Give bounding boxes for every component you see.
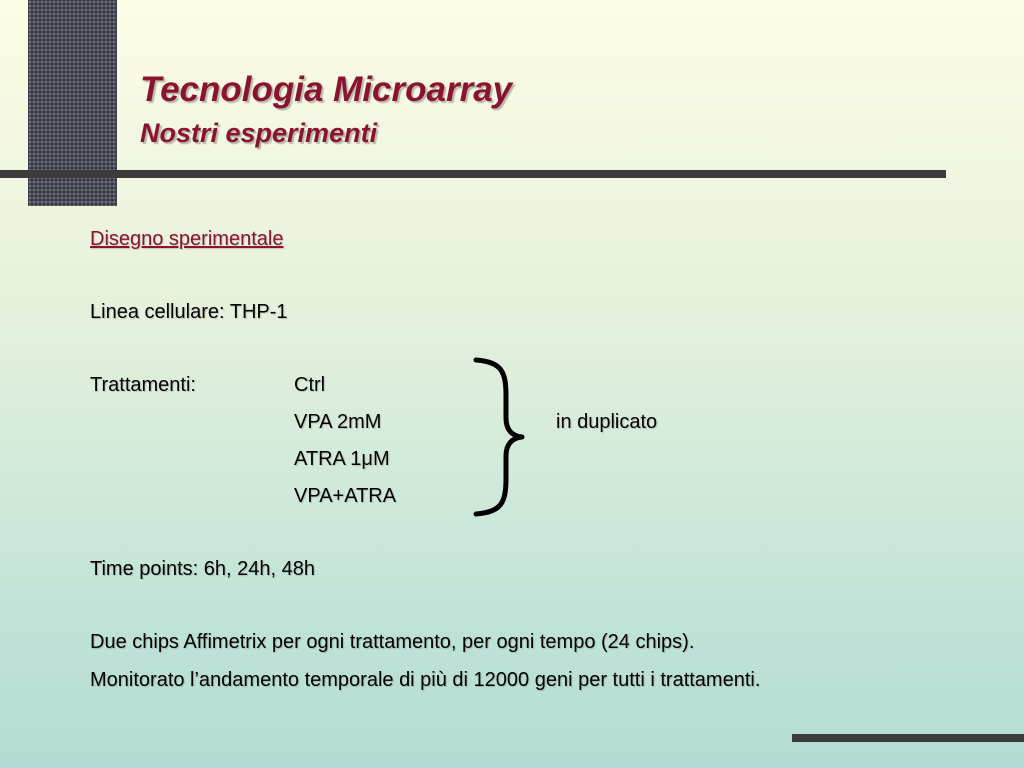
time-points-text: Time points: 6h, 24h, 48h — [90, 558, 315, 580]
treatment-item: VPA+ATRA — [294, 485, 397, 507]
chips-text: Due chips Affimetrix per ogni trattamento, per ogni tempo (24 chips). — [90, 631, 695, 653]
cell-line-text: Linea cellulare: THP-1 — [90, 301, 288, 323]
treatment-item: VPA 2mM — [294, 411, 382, 433]
monitoring-text: Monitorato l’andamento temporale di più di 12000 geni per tutti i trattamenti. — [90, 669, 761, 691]
replicate-note: in duplicato — [556, 411, 658, 433]
treatment-item: ATRA 1μM — [294, 448, 390, 470]
treatments-label: Trattamenti: — [90, 374, 196, 396]
right-brace-icon — [468, 356, 526, 518]
treatment-item: Ctrl — [294, 374, 326, 396]
header-rule — [0, 170, 946, 178]
footer-rule — [792, 734, 1024, 742]
slide-title: Tecnologia Microarray — [140, 70, 513, 109]
section-heading-link[interactable]: Disegno sperimentale — [90, 228, 284, 250]
slide-subtitle: Nostri esperimenti — [140, 118, 378, 148]
